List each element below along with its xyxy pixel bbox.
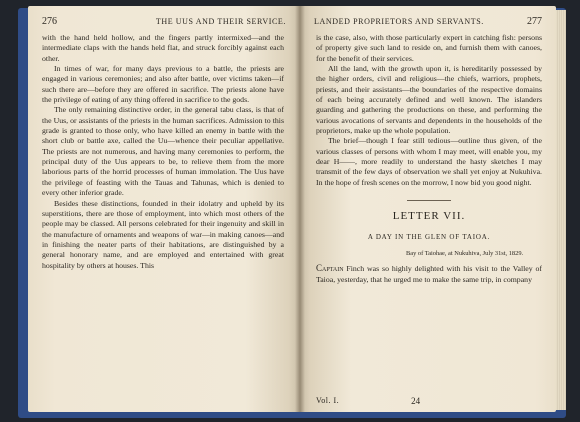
opening-text: Finch was so highly delighted with his visit to the Valley of Taioa, yesterday, that he urged me to make the same trip, in company bbox=[316, 264, 542, 284]
right-paragraph-3: The brief—though I fear still tedious—outline thus given, of the various classes of persons with whom I may meet, will enable you, my dear H——, more readily to understand the hasty sketches I may transmit of the few days of observation we shall yet enjoy at Nukuhiva. In the hope of fresh scenes on the morrow, I now bid you good night. bbox=[316, 136, 542, 187]
left-page-number: 276 bbox=[42, 16, 57, 27]
left-running-head: THE UUS AND THEIR SERVICE. bbox=[155, 17, 286, 26]
left-paragraph-1: with the hand held hollow, and the fingers partly intermixed—and the intermediate claps with the hands held flat, and struck forcibly against each other. bbox=[42, 33, 284, 63]
right-paragraph-1: is the case, also, with those particularly expert in catching fish: persons of property give such land to reside on, and furnish them with canoes, for the benefit of their services. bbox=[316, 33, 542, 63]
left-paragraph-3: The only remaining distinctive order, in the general tabu class, is that of the Uus, or assistants of the priests in the human sacrifices. Admission to this grade is granted to those only, who have killed an enemy in battle with the short club or battle axe, called the Uu—whence their peculiar appellative. The priests are not numerous, and having many ceremonies to perform, the principal duty of the Uus appears to be, to relieve them from the more laborious parts of the horrid processes of human immolation. The Uus have the privilege of feasting with the Tauas and Tahunas, which is denied to every other inferior grade. bbox=[42, 105, 284, 198]
left-running-header bbox=[42, 16, 286, 27]
right-paragraph-2: All the land, with the growth upon it, is hereditarily possessed by the higher orders, civil and religious—the chiefs, warriors, prophets, priests, and their assistants—the boundaries of the respective domains of each being accurately defined and well known. The islanders guarding and gathering the productions on these, and performing the various avocations of servants and dependents in the households of the proprietors, make up the whole population. bbox=[316, 64, 542, 136]
book-gutter bbox=[295, 6, 305, 412]
signature-mark: 24 bbox=[411, 396, 421, 406]
right-page-body bbox=[316, 33, 542, 285]
left-page bbox=[28, 6, 300, 412]
letter-title: LETTER VII. bbox=[392, 210, 466, 223]
section-rule bbox=[407, 200, 451, 201]
left-paragraph-2: In times of war, for many days previous to a battle, the priests are engaged in various ceremonies; and also after battle, over victims taken—if such there are—before they are offered in sacrifice. The priests alone have the privilege of eating of any thing offered in sacrifice to the gods. bbox=[42, 64, 284, 105]
letter-subtitle: A DAY IN THE GLEN OF TAIOA. bbox=[367, 232, 491, 241]
opening-word: Captain bbox=[316, 263, 344, 274]
right-page bbox=[300, 6, 556, 412]
right-running-head: LANDED PROPRIETORS AND SERVANTS. bbox=[314, 17, 484, 26]
page-edges bbox=[556, 10, 566, 410]
volume-mark: Vol. I. bbox=[316, 396, 340, 405]
right-page-footer bbox=[316, 396, 542, 406]
right-page-number: 277 bbox=[527, 16, 542, 27]
right-running-header bbox=[314, 16, 542, 27]
letter-opening-paragraph bbox=[316, 263, 542, 285]
left-paragraph-4: Besides these distinctions, founded in their idolatry and upheld by its superstitions, there are those of employment, into which most others of the people may be classed. All persons celebrated for their ingenuity and skill in the manufacture of ornaments and weapons of war—in making canoes—and in finishing the neater parts of their habitations, are distinguished by a general honorary name, and are employed and entertained with great hospitality by others at houses. This bbox=[42, 198, 284, 270]
letter-dateline: Bay of Taiohae, at Nukuhiva, July 31st, 1829. bbox=[406, 249, 524, 257]
left-page-body bbox=[42, 33, 284, 271]
